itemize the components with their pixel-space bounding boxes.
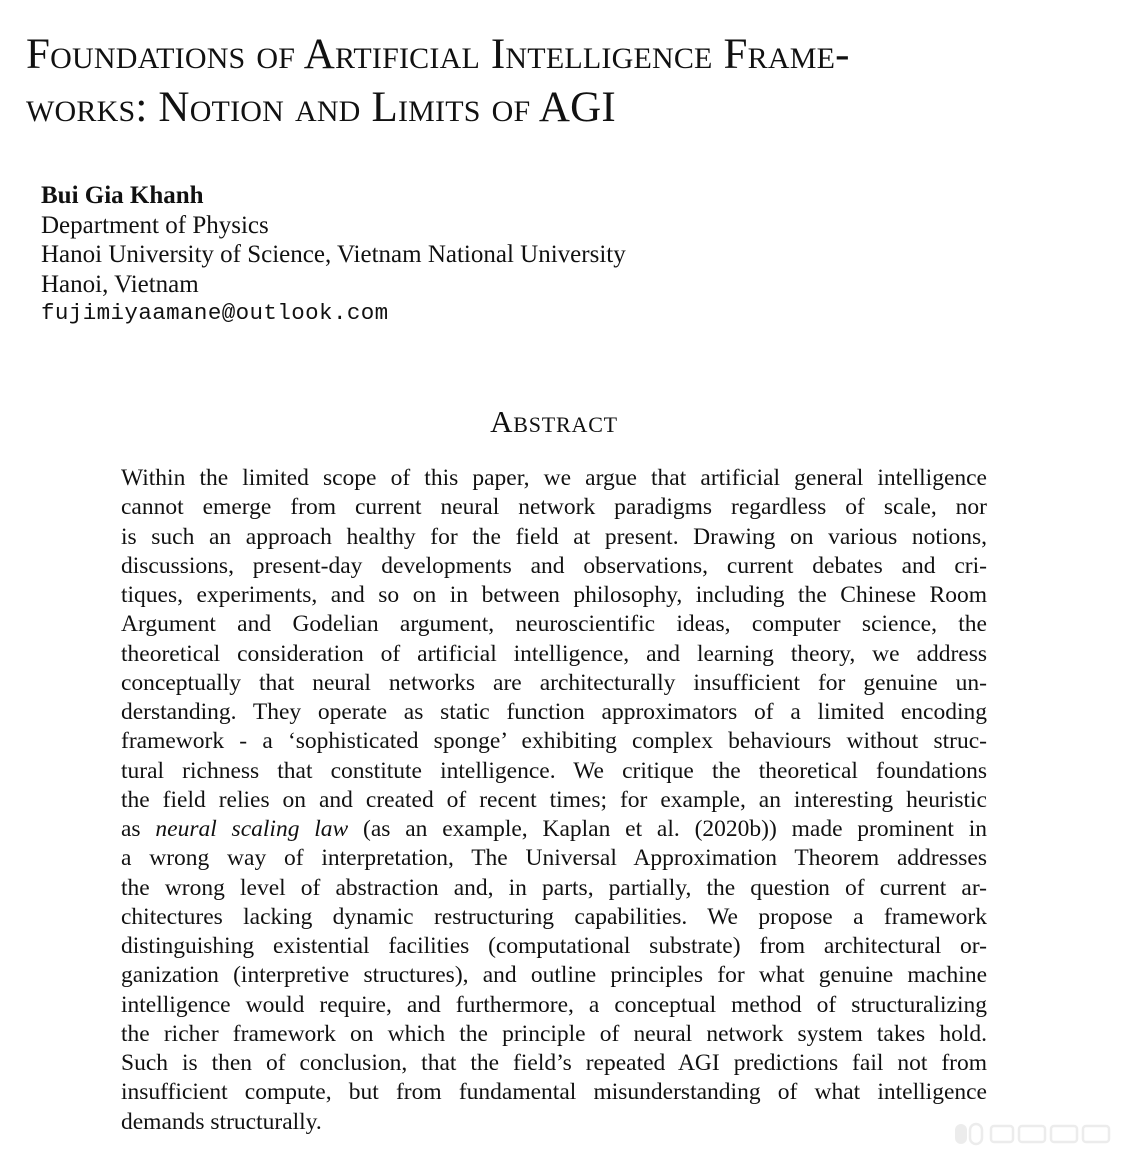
author-institution: Hanoi University of Science, Vietnam National University <box>41 241 626 268</box>
abstract-line <box>121 815 987 844</box>
abstract-line: ganization (interpretive structures), and outline principles for what genuine machine <box>121 962 987 989</box>
abstract-body <box>121 464 987 1137</box>
watermark-mark-icon <box>954 1122 984 1146</box>
abstract-line: the wrong level of abstraction and, in parts, partially, the question of current ar- <box>121 874 987 901</box>
abstract-line: framework - a ‘sophisticated sponge’ exhibiting complex behaviours without struc- <box>121 728 987 755</box>
abstract-line: insufficient compute, but from fundamental misunderstanding of what intelligence <box>121 1079 987 1106</box>
abstract-line: chitectures lacking dynamic restructuring capabilities. We propose a framework <box>121 903 987 930</box>
abstract-line-pre: as <box>121 816 156 842</box>
abstract-line: derstanding. They operate as static function approximators of a limited encoding <box>121 699 987 725</box>
abstract-line: distinguishing existential facilities (computational substrate) from architectural or- <box>121 933 987 959</box>
author-email[interactable]: fujimiyaamane@outlook.com <box>41 300 389 326</box>
abstract-line: discussions, present-day developments and observations, current debates and cri- <box>121 552 987 579</box>
paper-title-line-2: works: Notion and Limits of AGI <box>26 84 616 131</box>
author-block <box>41 181 626 329</box>
author-department: Department of Physics <box>41 211 269 239</box>
abstract-line: the field relies on and created of recent times; for example, an interesting heuristic <box>121 786 987 813</box>
abstract-heading: Abstract <box>490 404 618 439</box>
paper-title <box>26 28 1106 134</box>
author-location: Hanoi, Vietnam <box>41 270 199 298</box>
abstract-line: Such is then of conclusion, that the field’s repeated AGI predictions fail not from <box>121 1050 987 1076</box>
abstract-line: Within the limited scope of this paper, we argue that artificial general intelligence <box>121 465 987 491</box>
abstract-line: the richer framework on which the principle of neural network system takes hold. <box>121 1020 987 1047</box>
abstract-line: tiques, experiments, and so on in between philosophy, including the Chinese Room <box>121 582 987 608</box>
abstract-line: demands structurally. <box>121 1108 322 1135</box>
abstract-line: theoretical consideration of artificial intelligence, and learning theory, we address <box>121 640 987 667</box>
abstract-line: a wrong way of interpretation, The Universal Approximation Theorem addresses <box>121 845 987 872</box>
abstract-emphasis: neural scaling law <box>155 816 349 842</box>
abstract-line: intelligence would require, and furthermore, a conceptual method of structuralizing <box>121 991 987 1018</box>
author-name: Bui Gia Khanh <box>41 182 204 209</box>
abstract-line: tural richness that constitute intelligence. We critique the theoretical foundations <box>121 757 987 784</box>
watermark-logo-icon <box>954 1120 1118 1148</box>
abstract-line: is such an approach healthy for the field at present. Drawing on various notions, <box>121 523 987 550</box>
paper-title-line-1: Foundations of Artificial Intelligence Frame- <box>26 31 850 78</box>
abstract-line: Argument and Godelian argument, neuroscientific ideas, computer science, the <box>121 611 987 638</box>
abstract-line: cannot emerge from current neural network paradigms regardless of scale, nor <box>121 494 987 521</box>
abstract-line-post: (as an example, Kaplan et al. (2020b)) made prominent in <box>348 816 987 842</box>
abstract-line: conceptually that neural networks are architecturally insufficient for genuine un- <box>121 669 987 696</box>
watermark-text-icon <box>989 1122 1113 1146</box>
